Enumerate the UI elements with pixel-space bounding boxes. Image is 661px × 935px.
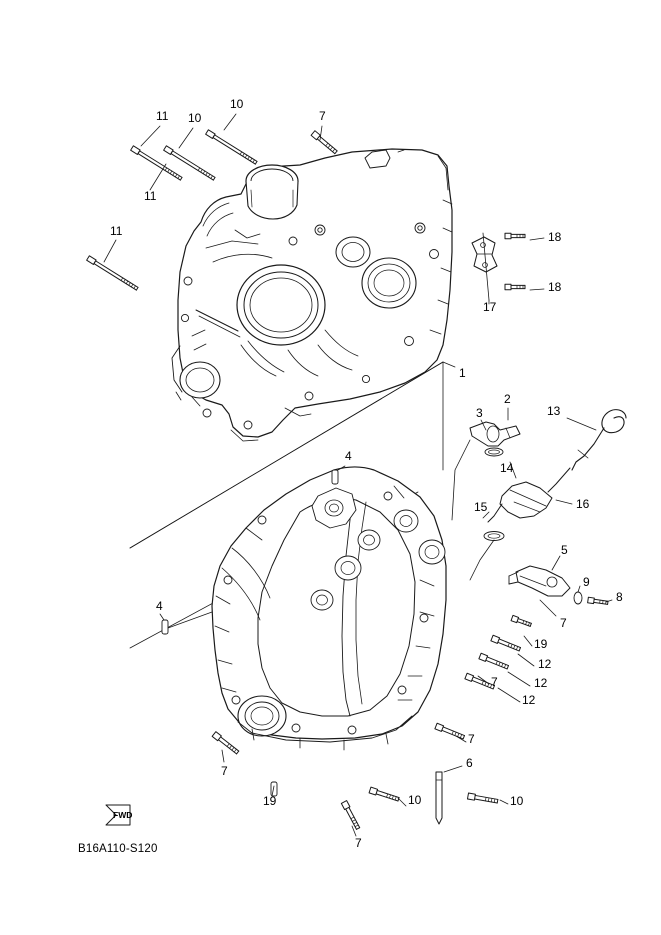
callout-14: 14 (500, 461, 514, 475)
bolt-8 (588, 597, 609, 605)
bottom-bolts-10 (369, 787, 498, 807)
callout-10: 10 (510, 794, 524, 808)
callout-19: 19 (534, 637, 548, 651)
callout-7: 7 (491, 675, 498, 689)
callout-1: 1 (459, 366, 466, 380)
fwd-label: FWD (113, 810, 133, 820)
diagram-part-code: B16A110-S120 (78, 843, 158, 855)
callout-18: 18 (548, 230, 562, 244)
callout-2: 2 (504, 392, 511, 406)
breather-pipe-14-16 (484, 482, 552, 541)
callout-10: 10 (408, 793, 422, 807)
callout-4: 4 (156, 599, 163, 613)
callout-11: 11 (144, 189, 157, 203)
callout-13: 13 (547, 404, 561, 418)
callout-11: 11 (110, 224, 123, 238)
callout-7: 7 (468, 732, 475, 746)
callout-4: 4 (345, 449, 352, 463)
lower-crankcase-body (212, 467, 446, 796)
callout-3: 3 (476, 406, 483, 420)
callout-7: 7 (560, 616, 567, 630)
washer-9 (574, 592, 582, 604)
callout-10: 10 (188, 111, 202, 125)
callout-19: 19 (263, 794, 277, 808)
callout-16: 16 (576, 497, 590, 511)
callout-7: 7 (319, 109, 326, 123)
callout-8: 8 (616, 590, 623, 604)
bracket-bolts-18 (505, 233, 525, 290)
callout-7: 7 (355, 836, 362, 850)
callout-10: 10 (230, 97, 244, 111)
callout-18: 18 (548, 280, 562, 294)
pin-6 (436, 772, 442, 824)
callout-12: 12 (538, 657, 552, 671)
callout-15: 15 (474, 500, 488, 514)
callout-9: 9 (583, 575, 590, 589)
lever-5 (509, 566, 570, 596)
bottom-bolts-7 (212, 732, 361, 830)
dipstick-13 (548, 410, 626, 492)
callout-17: 17 (483, 300, 497, 314)
callout-5: 5 (561, 543, 568, 557)
callout-7: 7 (221, 764, 228, 778)
oil-pipe-assembly-2-3 (470, 422, 520, 456)
callout-12: 12 (534, 676, 548, 690)
callout-6: 6 (466, 756, 473, 770)
cable-bracket-17 (472, 237, 497, 272)
upper-crankcase-body (172, 149, 452, 441)
callout-12: 12 (522, 693, 536, 707)
callout-11: 11 (156, 109, 169, 123)
